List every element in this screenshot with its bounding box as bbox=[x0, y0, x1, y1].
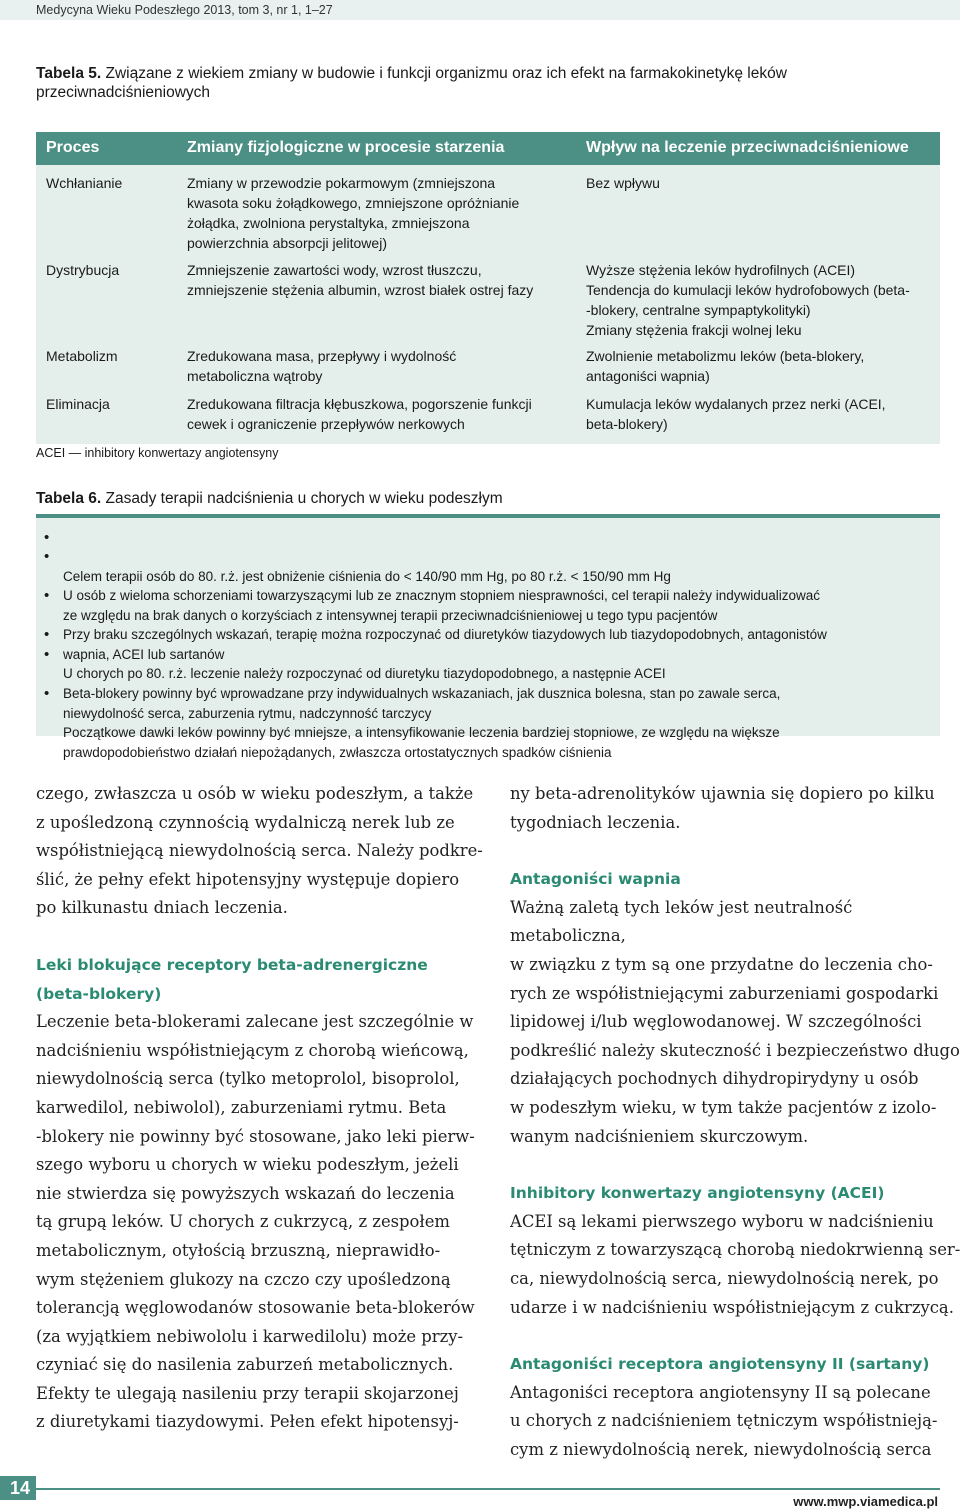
list-item-text: U osób z wieloma schorzeniami towarzyszącymi lub ze znacznym stopniem niesprawności, cel terapii należy indywidualizować ze względu na brak danych o korzyściach z intensywnej terapii przeciwnadciśnieniowej u tego typu pacjentów bbox=[63, 588, 821, 623]
table5-cell-wplyw: Bez wpływu bbox=[586, 175, 660, 191]
table5-cell-proces: Metabolizm bbox=[46, 348, 118, 364]
table5-caption bbox=[36, 64, 936, 102]
body-column-right bbox=[510, 780, 960, 1464]
table5-header-row bbox=[36, 132, 940, 165]
table5-cell-proces: Eliminacja bbox=[46, 396, 110, 412]
paragraph: ACEI są lekami pierwszego wyboru w nadciśnieniu tętniczym z towarzyszącą chorobą niedokrwienną ser- ca, niewydolnością serca, niewydolnością nerek, po udarze i w nadciśnieniu współistniejącym z cukrzycą. bbox=[510, 1211, 960, 1317]
list-item-text: Beta-blokery powinny być wprowadzane przy indywidualnych wskazaniach, jak dusznica bolesna, stan po zawale serca, niewydolność serca, zaburzenia rytmu, nadczynność tarczycy bbox=[63, 686, 781, 721]
bullet-icon: • bbox=[44, 529, 50, 546]
bullet-icon: • bbox=[44, 626, 50, 643]
section-heading: Leki blokujące receptory beta-adrenergiczne (beta-blokery) bbox=[36, 955, 428, 1003]
table5-cell-zmiany: Zmiany w przewodzie pokarmowym (zmniejszona kwasota soku żołądkowego, zmniejszone opróżnianie żołądka, zwolniona perystaltyka, zmniejszona powierzchnia absorpcji jelitowej) bbox=[187, 175, 520, 251]
list-item-text: Przy braku szczególnych wskazań, terapię można rozpoczynać od diuretyków tiazydowych lub tiazydopodobnych, antagonistów wapnia, ACEI lub sartanów bbox=[63, 627, 827, 662]
list-item-text: Początkowe dawki leków powinny być mniejsze, a intensyfikowanie leczenia bardziej stopniowe, ze względu na większe prawdopodobieństwo działań niepożądanych, zwłaszcza ortostatycznych spadków ciśnienia bbox=[63, 725, 780, 760]
list-item-text: Celem terapii osób do 80. r.ż. jest obniżenie ciśnienia do < 140/90 mm Hg, po 80 r.ż. < 150/90 mm Hg bbox=[63, 569, 671, 584]
paragraph: Ważną zaletą tych leków jest neutralność metaboliczna, w związku z tym są one przydatne do leczenia cho- rych ze współistniejącymi zaburzeniami gospodarki lipidowej i/lub węglowodanowej. W szczególności podkreślić należy skuteczność i bezpieczeństwo długo działających pochodnych dihydropirydyny u osób w podeszłym wieku, w tym także pacjentów z izolo- wanym nadciśnieniem skurczowym. bbox=[510, 897, 960, 1146]
table5-footnote: ACEI — inhibitory konwertazy angiotensyny bbox=[36, 446, 279, 460]
bullet-icon: • bbox=[44, 685, 50, 702]
spacer bbox=[36, 923, 488, 951]
table6-caption bbox=[36, 490, 503, 508]
table5-cell-wplyw: Zwolnienie metabolizmu leków (beta-blokery, antagoniści wapnia) bbox=[586, 348, 865, 384]
table5-header-zmiany: Zmiany fizjologiczne w procesie starzenia bbox=[187, 139, 505, 156]
section-heading: Antagoniści wapnia bbox=[510, 870, 681, 889]
bullet-icon: • bbox=[44, 548, 50, 565]
page-number: 14 bbox=[0, 1476, 36, 1500]
paragraph: czego, zwłaszcza u osób w wieku podeszłym, a także z upośledzoną czynnością wydalniczą nerek lub ze współistniejącą niewydolnością serca. Należy podkre- ślić, że pełny efekt hipotensyjny występuje dopiero po kilkunastu dniach leczenia. bbox=[36, 784, 483, 918]
table5-cell-wplyw: Wyższe stężenia leków hydrofilnych (ACEI) Tendencja do kumulacji leków hydrofobowych (beta- -blokery, centralne sympaptykolityki) Zmiany stężenia frakcji wolnej leku bbox=[586, 262, 910, 338]
table5-label: Tabela 5. bbox=[36, 65, 102, 82]
table5-header-wplyw: Wpływ na leczenie przeciwnadciśnieniowe bbox=[586, 139, 909, 156]
list-item-text: U chorych po 80. r.ż. leczenie należy rozpoczynać od diuretyku tiazydopodobnego, a następnie ACEI bbox=[63, 666, 666, 681]
table5-cell-wplyw: Kumulacja leków wydalanych przez nerki (ACEI, beta-blokery) bbox=[586, 396, 886, 432]
paragraph: Antagoniści receptora angiotensyny II są polecane u chorych z nadciśnieniem tętniczym współistnieją- cym z niewydolnością nerek, niewydolnością serca bbox=[510, 1382, 938, 1459]
bullet-icon: • bbox=[44, 587, 50, 604]
table5-cell-proces: Wchłanianie bbox=[46, 175, 123, 191]
table5-cell-proces: Dystrybucja bbox=[46, 262, 120, 278]
list-item bbox=[44, 684, 934, 762]
body-column-left bbox=[36, 780, 488, 1437]
table5-cell-zmiany: Zmniejszenie zawartości wody, wzrost tłuszczu, zmniejszenie stężenia albumin, wzrost białek ostrej fazy bbox=[187, 262, 534, 298]
table6-label: Tabela 6. bbox=[36, 490, 102, 507]
table5-title: Związane z wiekiem zmiany w budowie i funkcji organizmu oraz ich efekt na farmakokinetykę leków przeciwnadciśnieniowych bbox=[36, 65, 787, 101]
spacer bbox=[510, 837, 960, 865]
running-head: Medycyna Wieku Podeszłego 2013, tom 3, nr 1, 1–27 bbox=[36, 3, 333, 17]
table6-title: Zasady terapii nadciśnienia u chorych w wieku podeszłym bbox=[105, 490, 503, 507]
table6-box bbox=[36, 514, 940, 760]
paragraph: Leczenie beta-blokerami zalecane jest szczególnie w nadciśnieniu współistniejącym z chorobą wieńcową, niewydolnością serca (tylko metoprolol, bisoprolol, karwedilol, nebiwolol), zaburzeniami rytmu. Beta -blokery nie powinny być stosowane, jako leki pierw- szego wyboru u chorych w wieku podeszłym, jeżeli nie stwierdza się powyższych wskazań do leczenia tą grupą leków. U chorych z cukrzycą, z zespołem metabolicznym, otyłością brzuszną, nieprawidło- wym stężeniem glukozy na czczo czy upośledzoną tolerancją węglowodanów stosowanie beta-blokerów (za wyjątkiem nebiwololu i karwedilolu) może przy- czyniać się do nasilenia zaburzeń metabolicznych. Efekty te ulegają nasileniu przy terapii skojarzonej z diuretykami tiazydowymi. Pełen efekt hipotensyj- bbox=[36, 1012, 475, 1432]
footer-rule bbox=[36, 1488, 940, 1490]
spacer bbox=[510, 1151, 960, 1179]
paragraph: ny beta-adrenolityków ujawnia się dopiero po kilku tygodniach leczenia. bbox=[510, 784, 935, 832]
footer-url: www.mwp.viamedica.pl bbox=[793, 1494, 938, 1509]
spacer bbox=[510, 1322, 960, 1350]
table5-cell-zmiany: Zredukowana filtracja kłębuszkowa, pogorszenie funkcji cewek i ograniczenie przepływów nerkowych bbox=[187, 396, 532, 432]
table5-header-proces: Proces bbox=[46, 139, 100, 156]
section-heading: Antagoniści receptora angiotensyny II (sartany) bbox=[510, 1355, 930, 1374]
section-heading: Inhibitory konwertazy angiotensyny (ACEI) bbox=[510, 1184, 885, 1203]
bullet-icon: • bbox=[44, 646, 50, 663]
table5 bbox=[36, 132, 940, 444]
table5-cell-zmiany: Zredukowana masa, przepływy i wydolność metaboliczna wątroby bbox=[187, 348, 457, 384]
